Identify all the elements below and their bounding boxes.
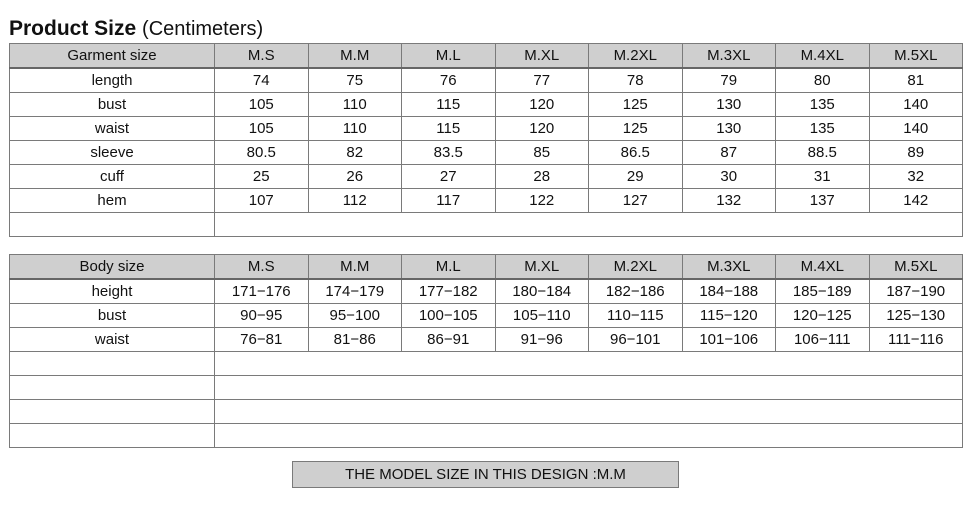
size-value-cell: 182−186 xyxy=(589,279,683,304)
garment-header-row xyxy=(10,44,963,69)
size-value-cell: 122 xyxy=(495,189,589,213)
size-value-cell: 120−125 xyxy=(776,304,870,328)
size-value-cell: 105−110 xyxy=(495,304,589,328)
row-label: waist xyxy=(10,328,215,352)
row-label: cuff xyxy=(10,165,215,189)
size-value-cell: 101−106 xyxy=(682,328,776,352)
size-value-cell: 137 xyxy=(776,189,870,213)
empty-cell xyxy=(215,213,963,237)
size-value-cell: 120 xyxy=(495,93,589,117)
size-value-cell: 30 xyxy=(682,165,776,189)
row-label: hem xyxy=(10,189,215,213)
size-header: M.XL xyxy=(495,255,589,280)
size-value-cell: 100−105 xyxy=(402,304,496,328)
size-header: M.S xyxy=(215,255,309,280)
body-size-table xyxy=(9,254,963,448)
table-row xyxy=(10,328,963,352)
size-value-cell: 78 xyxy=(589,68,683,93)
body-empty-row xyxy=(10,400,963,424)
empty-cell xyxy=(215,376,963,400)
row-label: bust xyxy=(10,93,215,117)
size-header: M.M xyxy=(308,44,402,69)
size-header: M.L xyxy=(402,255,496,280)
size-value-cell: 171−176 xyxy=(215,279,309,304)
body-empty-row xyxy=(10,352,963,376)
table-row xyxy=(10,304,963,328)
size-value-cell: 140 xyxy=(869,93,963,117)
size-value-cell: 74 xyxy=(215,68,309,93)
empty-cell xyxy=(10,352,215,376)
size-value-cell: 142 xyxy=(869,189,963,213)
body-header-row xyxy=(10,255,963,280)
size-value-cell: 130 xyxy=(682,117,776,141)
size-value-cell: 105 xyxy=(215,117,309,141)
size-value-cell: 79 xyxy=(682,68,776,93)
size-value-cell: 27 xyxy=(402,165,496,189)
size-header: M.2XL xyxy=(589,44,683,69)
size-value-cell: 89 xyxy=(869,141,963,165)
size-value-cell: 81 xyxy=(869,68,963,93)
size-value-cell: 110 xyxy=(308,93,402,117)
row-label: height xyxy=(10,279,215,304)
title-main: Product Size xyxy=(9,17,137,40)
row-label: waist xyxy=(10,117,215,141)
garment-size-table xyxy=(9,43,963,237)
size-value-cell: 185−189 xyxy=(776,279,870,304)
size-value-cell: 115 xyxy=(402,93,496,117)
body-empty-row xyxy=(10,424,963,448)
size-header: M.S xyxy=(215,44,309,69)
empty-cell xyxy=(215,424,963,448)
size-value-cell: 83.5 xyxy=(402,141,496,165)
size-value-cell: 117 xyxy=(402,189,496,213)
table-row xyxy=(10,189,963,213)
size-header: M.2XL xyxy=(589,255,683,280)
empty-cell xyxy=(215,400,963,424)
size-header: M.5XL xyxy=(869,255,963,280)
size-value-cell: 112 xyxy=(308,189,402,213)
size-value-cell: 91−96 xyxy=(495,328,589,352)
size-value-cell: 135 xyxy=(776,117,870,141)
size-header: M.3XL xyxy=(682,255,776,280)
size-value-cell: 105 xyxy=(215,93,309,117)
size-value-cell: 86.5 xyxy=(589,141,683,165)
empty-cell xyxy=(10,213,215,237)
page-title xyxy=(9,16,263,42)
size-value-cell: 127 xyxy=(589,189,683,213)
size-value-cell: 96−101 xyxy=(589,328,683,352)
size-value-cell: 120 xyxy=(495,117,589,141)
empty-cell xyxy=(215,352,963,376)
size-value-cell: 31 xyxy=(776,165,870,189)
size-value-cell: 77 xyxy=(495,68,589,93)
size-header: M.4XL xyxy=(776,255,870,280)
size-value-cell: 180−184 xyxy=(495,279,589,304)
size-header: M.4XL xyxy=(776,44,870,69)
size-header: M.5XL xyxy=(869,44,963,69)
size-value-cell: 85 xyxy=(495,141,589,165)
size-value-cell: 87 xyxy=(682,141,776,165)
garment-empty-row xyxy=(10,213,963,237)
size-value-cell: 29 xyxy=(589,165,683,189)
size-value-cell: 76 xyxy=(402,68,496,93)
body-empty-row xyxy=(10,376,963,400)
size-value-cell: 76−81 xyxy=(215,328,309,352)
size-value-cell: 111−116 xyxy=(869,328,963,352)
size-value-cell: 82 xyxy=(308,141,402,165)
size-value-cell: 25 xyxy=(215,165,309,189)
size-value-cell: 90−95 xyxy=(215,304,309,328)
body-size-header: Body size xyxy=(10,255,215,280)
size-value-cell: 95−100 xyxy=(308,304,402,328)
size-value-cell: 135 xyxy=(776,93,870,117)
size-header: M.3XL xyxy=(682,44,776,69)
model-size-note: THE MODEL SIZE IN THIS DESIGN :M.M xyxy=(292,461,679,488)
size-value-cell: 130 xyxy=(682,93,776,117)
size-value-cell: 28 xyxy=(495,165,589,189)
size-header: M.M xyxy=(308,255,402,280)
size-value-cell: 32 xyxy=(869,165,963,189)
table-row xyxy=(10,117,963,141)
size-value-cell: 80 xyxy=(776,68,870,93)
size-value-cell: 125 xyxy=(589,93,683,117)
garment-size-header: Garment size xyxy=(10,44,215,69)
row-label: bust xyxy=(10,304,215,328)
size-value-cell: 88.5 xyxy=(776,141,870,165)
size-value-cell: 80.5 xyxy=(215,141,309,165)
row-label: length xyxy=(10,68,215,93)
size-value-cell: 125 xyxy=(589,117,683,141)
size-value-cell: 106−111 xyxy=(776,328,870,352)
size-header: M.XL xyxy=(495,44,589,69)
size-value-cell: 110 xyxy=(308,117,402,141)
size-value-cell: 140 xyxy=(869,117,963,141)
size-value-cell: 177−182 xyxy=(402,279,496,304)
size-value-cell: 174−179 xyxy=(308,279,402,304)
size-value-cell: 86−91 xyxy=(402,328,496,352)
table-row xyxy=(10,279,963,304)
size-value-cell: 115−120 xyxy=(682,304,776,328)
table-row xyxy=(10,165,963,189)
row-label: sleeve xyxy=(10,141,215,165)
size-value-cell: 132 xyxy=(682,189,776,213)
size-value-cell: 26 xyxy=(308,165,402,189)
size-value-cell: 184−188 xyxy=(682,279,776,304)
size-value-cell: 81−86 xyxy=(308,328,402,352)
size-value-cell: 125−130 xyxy=(869,304,963,328)
title-unit: (Centimeters) xyxy=(142,18,264,40)
size-value-cell: 110−115 xyxy=(589,304,683,328)
size-value-cell: 75 xyxy=(308,68,402,93)
size-value-cell: 115 xyxy=(402,117,496,141)
size-value-cell: 107 xyxy=(215,189,309,213)
table-row xyxy=(10,68,963,93)
table-row xyxy=(10,93,963,117)
table-row xyxy=(10,141,963,165)
empty-cell xyxy=(10,424,215,448)
size-header: M.L xyxy=(402,44,496,69)
empty-cell xyxy=(10,376,215,400)
empty-cell xyxy=(10,400,215,424)
size-value-cell: 187−190 xyxy=(869,279,963,304)
